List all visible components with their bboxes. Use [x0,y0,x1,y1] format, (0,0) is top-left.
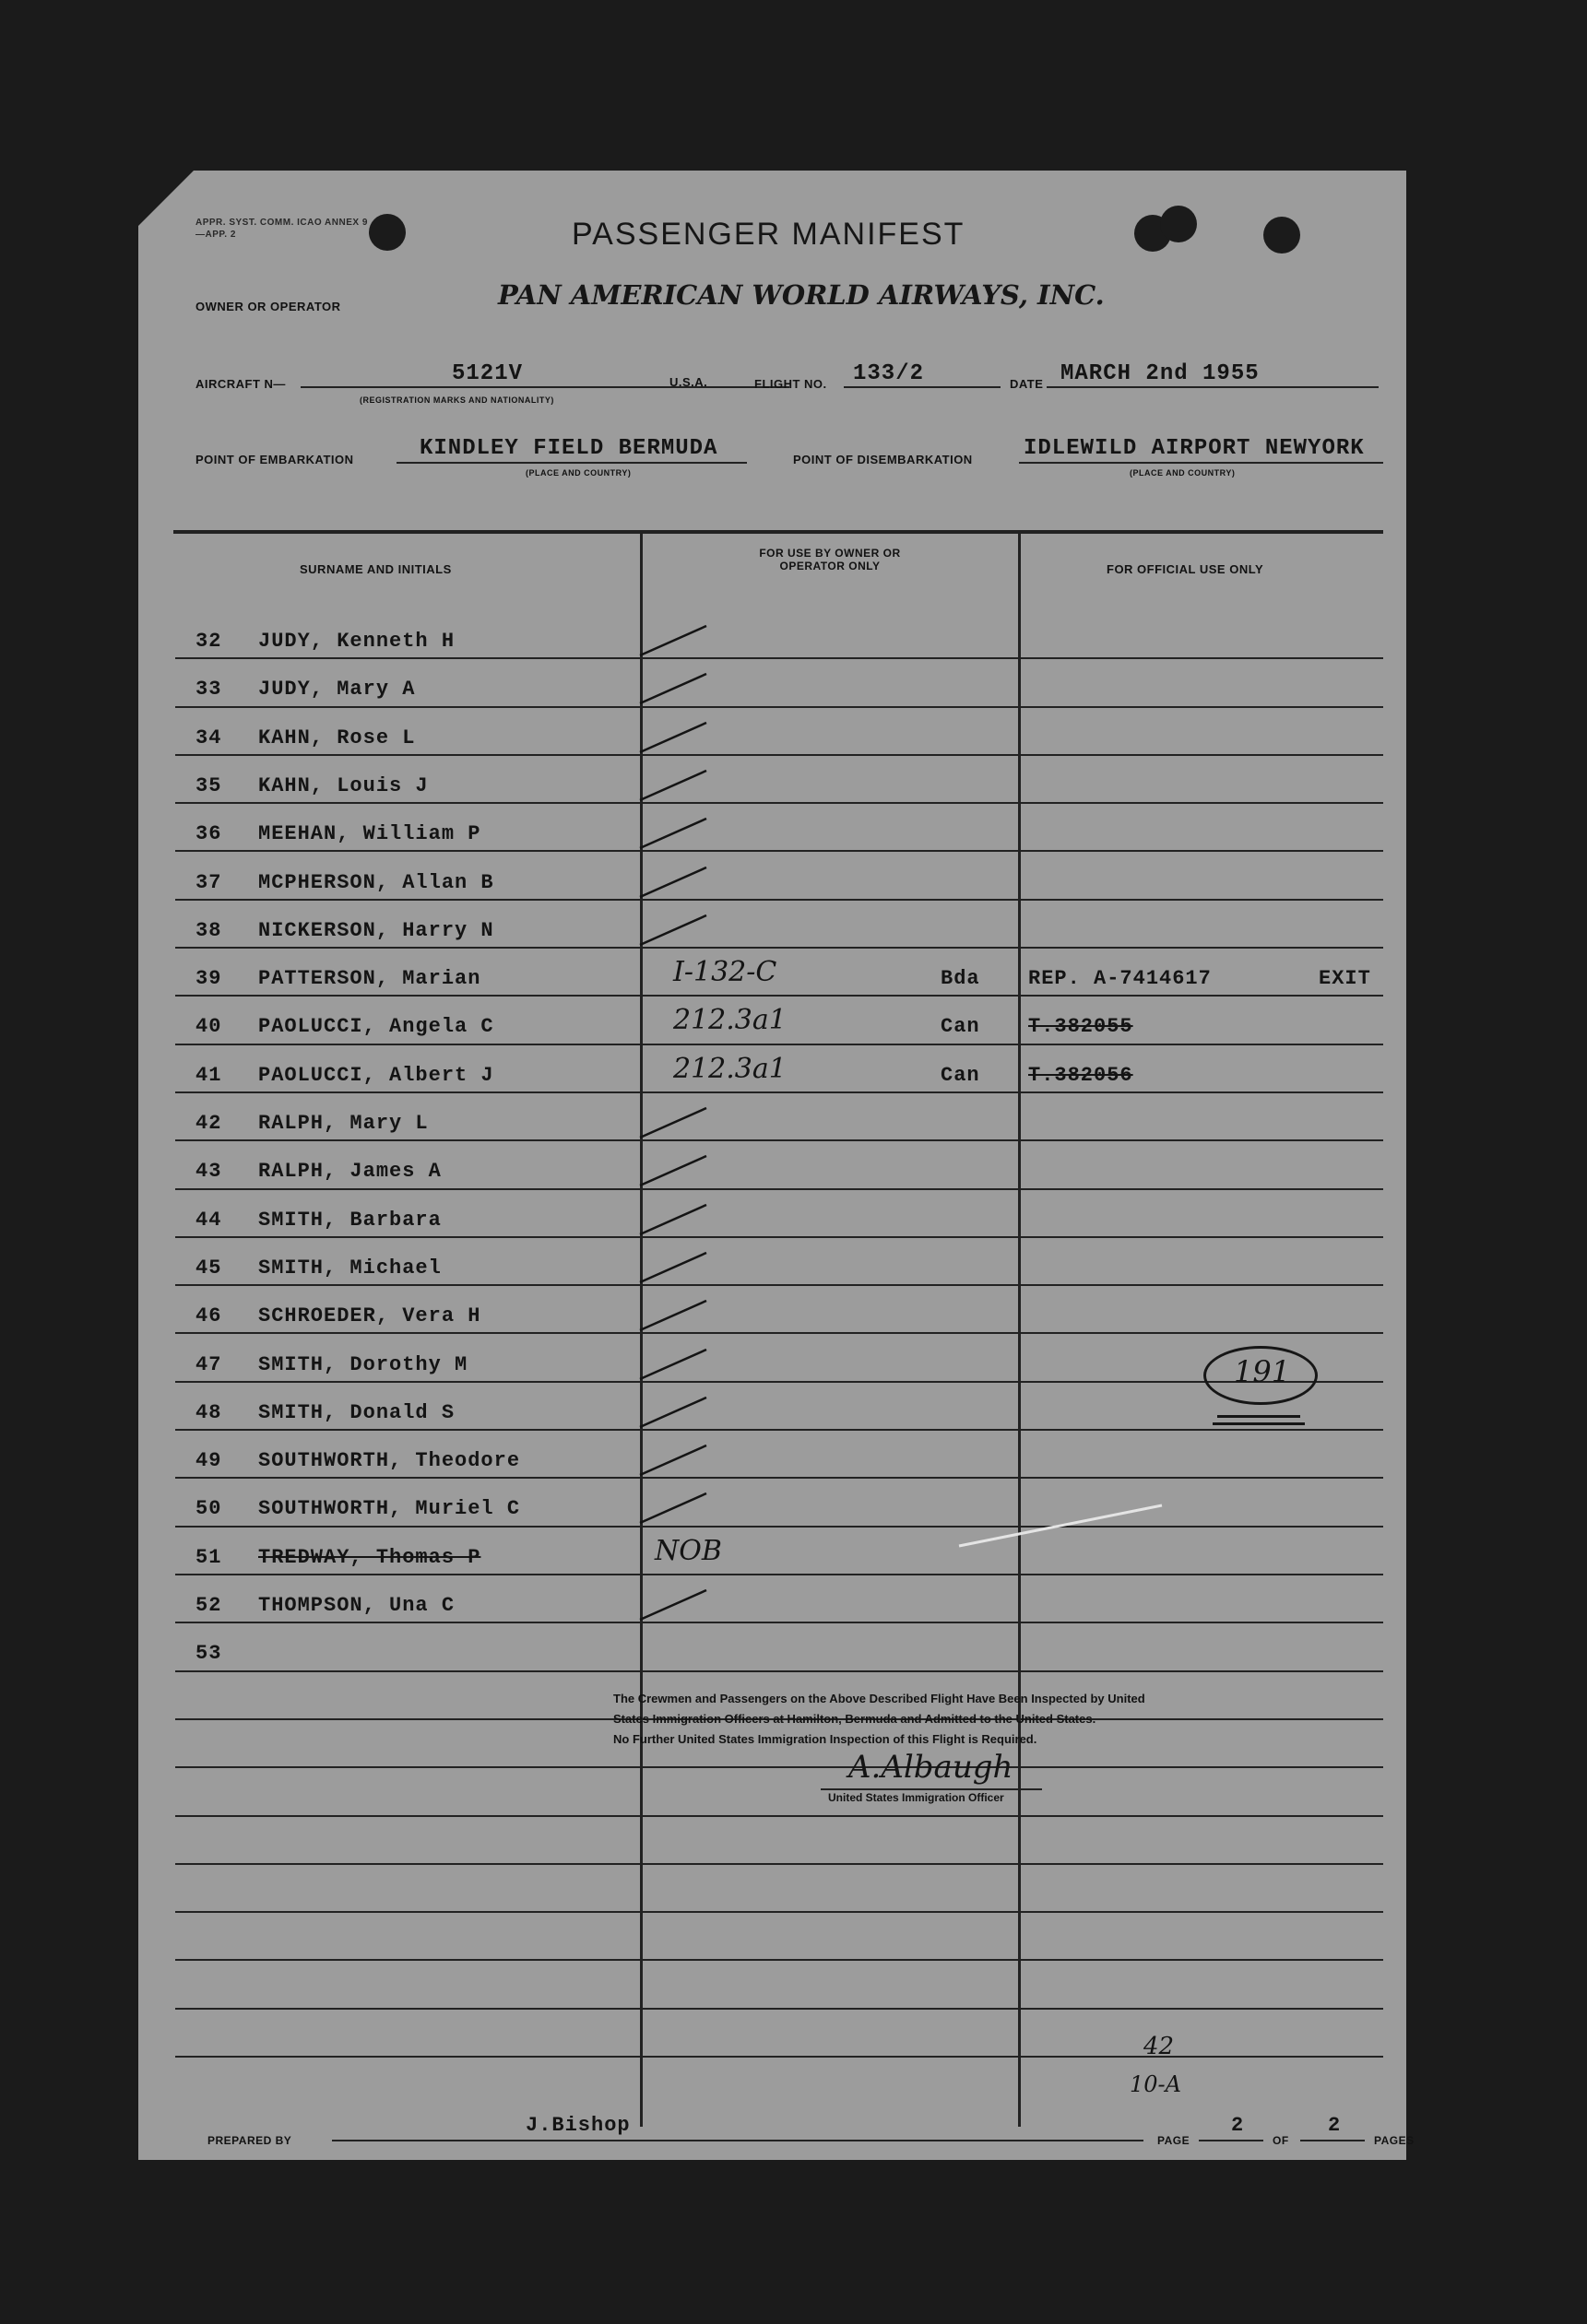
owner-note: 212.3a1 [673,1004,787,1037]
aircraft-label: AIRCRAFT N— [195,377,286,391]
check-mark [636,1299,710,1332]
passenger-name: SMITH, Dorothy M [258,1352,468,1376]
ruled-line [175,1911,1383,1913]
table-row [138,956,1406,1009]
ruled-line [175,1863,1383,1865]
passenger-name: THOMPSON, Una C [258,1594,456,1617]
passenger-name: SMITH, Barbara [258,1208,442,1232]
row-number: 51 [195,1545,222,1569]
pen-stroke [950,1498,1171,1553]
table-row [138,1052,1406,1106]
row-number: 40 [195,1015,222,1039]
passenger-name: SOUTHWORTH, Muriel C [258,1497,521,1521]
row-number: 43 [195,1160,222,1184]
aircraft-number: 5121V [452,361,524,386]
disembarkation-label: POINT OF DISEMBARKATION [793,453,973,466]
table-row [138,1299,1406,1347]
ruled-line [175,1815,1383,1817]
row-number: 41 [195,1063,222,1087]
column-header-owner-use: FOR USE BY OWNER OR OPERATOR ONLY [759,547,901,572]
official-entry: T.382056 [1028,1063,1133,1087]
owner-note: I-132-C [673,956,777,989]
owner-label: OWNER OR OPERATOR [195,300,341,313]
check-mark [636,1203,710,1236]
row-number: 52 [195,1594,222,1617]
table-row [138,1492,1406,1540]
row-number: 33 [195,678,222,702]
owner-note: NOB [655,1534,722,1567]
airline-name: PAN AMERICAN WORLD AIRWAYS, INC. [498,279,1105,311]
row-number: 36 [195,822,222,846]
row-number: 39 [195,967,222,991]
passenger-name: RALPH, Mary L [258,1112,429,1135]
owner-note: 212.3a1 [673,1052,787,1085]
column-header-official-use: FOR OFFICIAL USE ONLY [1107,562,1264,576]
page-total: 2 [1328,2114,1342,2137]
passenger-name: PAOLUCCI, Albert J [258,1063,494,1087]
table-row [138,1004,1406,1057]
row-number: 37 [195,870,222,894]
approval-stamp: APPR. SYST. COMM. ICAO ANNEX 9—APP. 2 [195,218,368,240]
manifest-sheet [138,171,1415,2160]
row-number: 44 [195,1208,222,1232]
disembarkation-sublabel: (PLACE AND COUNTRY) [1130,468,1236,478]
passenger-name: KAHN, Louis J [258,773,429,797]
punch-hole [1160,206,1197,242]
check-mark [636,1444,710,1477]
column-header-surname: SURNAME AND INITIALS [300,562,452,576]
flight-date: MARCH 2nd 1955 [1060,361,1260,386]
ruled-line [175,1959,1383,1961]
annotation-note-a: 42 [1143,2033,1175,2060]
official-entry: REP. A-7414617 [1028,967,1212,991]
exit-mark: EXIT [1319,967,1371,991]
flight-label: FLIGHT NO. [754,377,827,391]
check-mark [636,1106,710,1139]
table-row [138,1444,1406,1492]
embarkation-value: KINDLEY FIELD BERMUDA [420,436,718,461]
passenger-name: SMITH, Michael [258,1256,442,1280]
check-mark [636,769,710,802]
circled-annotation [1203,1346,1318,1405]
passenger-name: KAHN, Rose L [258,726,416,749]
officer-title: United States Immigration Officer [828,1791,1004,1804]
row-number: 34 [195,726,222,749]
check-mark [636,1396,710,1429]
table-row [138,866,1406,914]
table-row [138,1396,1406,1444]
prepared-by-value: J.Bishop [526,2114,631,2137]
officer-signature: A.Albaugh [848,1749,1013,1786]
ruled-line [175,2008,1383,2010]
check-mark [636,1251,710,1284]
table-top-rule [173,530,1383,534]
passenger-name: JUDY, Mary A [258,678,416,702]
passenger-name: JUDY, Kenneth H [258,630,456,653]
check-mark [636,672,710,705]
stamp-line-2: States Immigration Officers at Hamilton, Bermuda and Admitted to the United States. [613,1712,1096,1726]
punch-hole [369,214,406,251]
row-number: 50 [195,1497,222,1521]
annotation-note-b: 10-A [1130,2071,1181,2097]
table-row [138,721,1406,769]
ruled-line [175,1766,1383,1768]
check-mark [636,624,710,657]
official-entry: T.382055 [1028,1015,1133,1039]
passenger-name: MEEHAN, William P [258,822,481,846]
country-code: Can [941,1015,980,1039]
country-code: Can [941,1063,980,1087]
table-row [138,817,1406,865]
check-mark [636,1154,710,1187]
table-row [138,1636,1406,1684]
passenger-name: MCPHERSON, Allan B [258,870,494,894]
page-label: PAGE [1157,2134,1190,2147]
table-row [138,914,1406,961]
row-number: 35 [195,773,222,797]
stamp-line-3: No Further United States Immigration Inspection of this Flight is Required. [613,1732,1037,1746]
row-number: 45 [195,1256,222,1280]
passenger-name: PATTERSON, Marian [258,967,481,991]
check-mark [636,817,710,850]
table-row [138,1106,1406,1154]
passenger-name: SMITH, Donald S [258,1400,456,1424]
check-mark [636,1348,710,1381]
passenger-name: TREDWAY, Thomas P [258,1545,481,1569]
passenger-name: SOUTHWORTH, Theodore [258,1449,521,1473]
check-mark [636,1588,710,1622]
passenger-name: SCHROEDER, Vera H [258,1304,481,1328]
stamp-line-1: The Crewmen and Passengers on the Above Described Flight Have Been Inspected by United [613,1692,1145,1705]
ruled-line [175,2056,1383,2058]
table-row [138,769,1406,817]
table-row [138,672,1406,720]
row-number: 32 [195,630,222,653]
row-number: 47 [195,1352,222,1376]
embarkation-sublabel: (PLACE AND COUNTRY) [526,468,632,478]
usa-label: U.S.A. [669,375,708,389]
of-label: OF [1273,2134,1289,2147]
aircraft-sublabel: (REGISTRATION MARKS AND NATIONALITY) [360,395,554,405]
row-number: 38 [195,918,222,942]
date-label: DATE [1010,377,1044,391]
table-row [138,1251,1406,1299]
row-number: 42 [195,1112,222,1135]
page-number: 2 [1231,2114,1245,2137]
check-mark [636,1492,710,1525]
pages-label: PAGES [1374,2134,1415,2147]
passenger-name: PAOLUCCI, Angela C [258,1015,494,1039]
row-number: 49 [195,1449,222,1473]
prepared-by-label: PREPARED BY [207,2134,292,2147]
table-row [138,1203,1406,1251]
check-mark [636,914,710,947]
passenger-name: NICKERSON, Harry N [258,918,494,942]
table-row [138,1154,1406,1202]
punch-hole [1263,217,1300,254]
row-number: 48 [195,1400,222,1424]
circled-number: 191 [1234,1354,1291,1389]
check-mark [636,721,710,754]
table-row [138,624,1406,672]
page-title: PASSENGER MANIFEST [572,217,965,252]
row-number: 53 [195,1642,222,1666]
disembarkation-value: IDLEWILD AIRPORT NEWYORK [1024,436,1365,461]
country-code: Bda [941,967,980,991]
row-number: 46 [195,1304,222,1328]
check-mark [636,866,710,899]
table-row [138,1588,1406,1636]
flight-number: 133/2 [853,361,925,386]
passenger-name: RALPH, James A [258,1160,442,1184]
embarkation-label: POINT OF EMBARKATION [195,453,354,466]
table-row [138,1534,1406,1588]
